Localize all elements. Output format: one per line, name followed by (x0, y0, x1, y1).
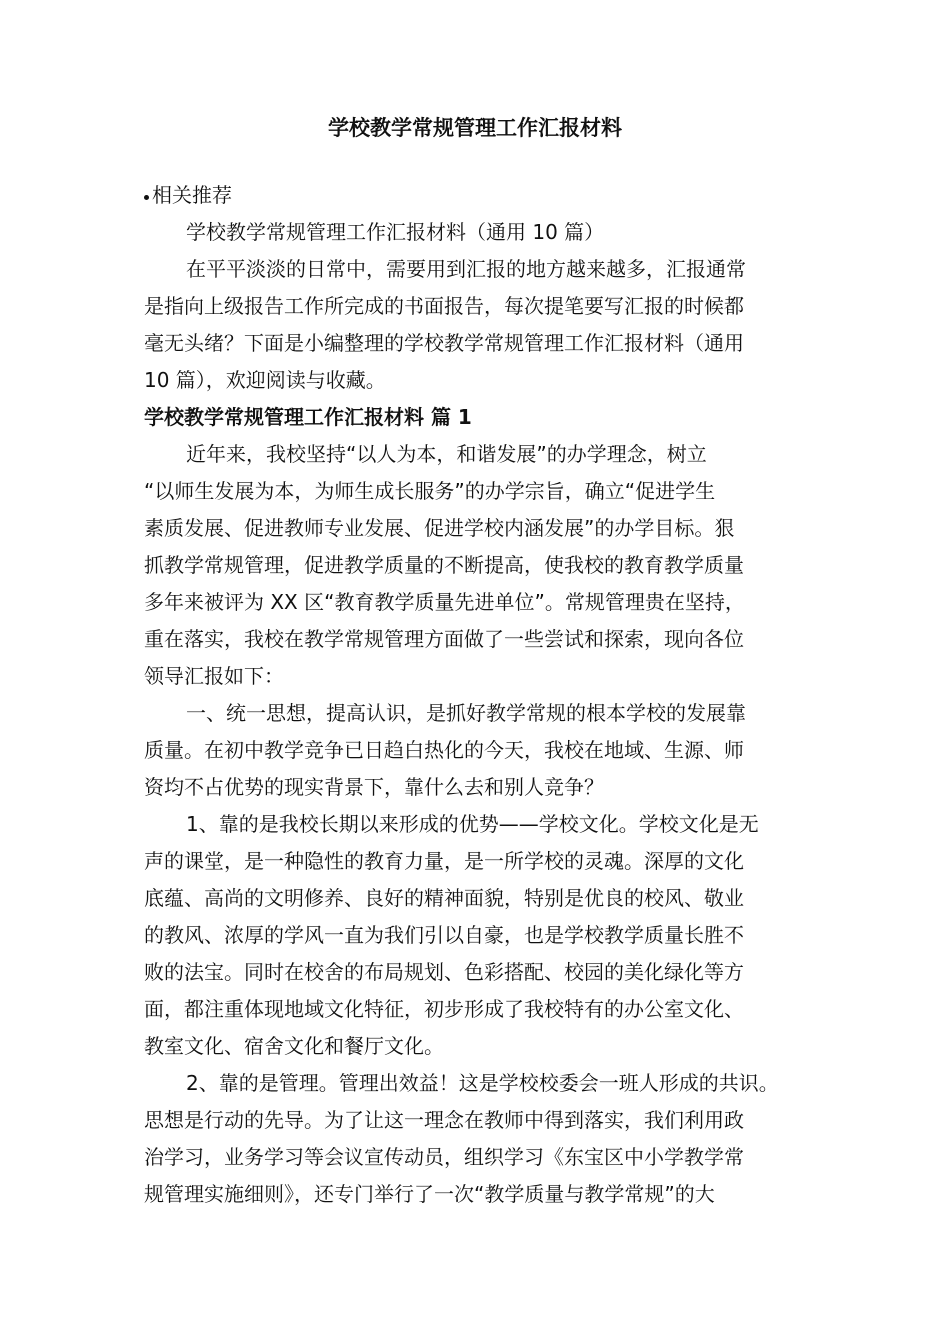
paragraph-line: 声的课堂，是一种隐性的教育力量，是一所学校的灵魂。深厚的文化 (144, 849, 744, 873)
paragraph-line: 资均不占优势的现实背景下，靠什么去和别人竞争？ (144, 775, 604, 799)
document-body (144, 177, 824, 1213)
paragraph-line: 抓教学常规管理，促进教学质量的不断提高，使我校的教育教学质量 (144, 553, 744, 577)
paragraph-line: 底蕴、高尚的文明修养、良好的精神面貌，特别是优良的校风、敬业 (144, 886, 744, 910)
paragraph-line: 思想是行动的先导。为了让这一理念在教师中得到落实，我们利用政 (144, 1108, 744, 1132)
related-line (144, 177, 824, 214)
related-label: 相关推荐 (152, 183, 232, 207)
paragraph-line: 2、靠的是管理。管理出效益！这是学校校委会一班人形成的共识。 (186, 1071, 779, 1095)
subtitle: 学校教学常规管理工作汇报材料（通用 10 篇） (186, 220, 605, 244)
paragraph-line: 领导汇报如下： (144, 664, 284, 688)
paragraph-line: 治学习，业务学习等会议宣传动员，组织学习《东宝区中小学教学常 (144, 1145, 744, 1169)
paragraph-line: 质量。在初中教学竞争已日趋白热化的今天，我校在地域、生源、师 (144, 738, 744, 762)
paragraph-line: 1、靠的是我校长期以来形成的优势——学校文化。学校文化是无 (186, 812, 759, 836)
intro-line: 毫无头绪？下面是小编整理的学校教学常规管理工作汇报材料（通用 (144, 331, 744, 355)
paragraph-line: 规管理实施细则》，还专门举行了一次“教学质量与教学常规”的大 (144, 1182, 715, 1206)
paragraph-line: 素质发展、促进教师专业发展、促进学校内涵发展”的办学目标。狠 (144, 516, 735, 540)
paragraph-line: 的教风、浓厚的学风一直为我们引以自豪，也是学校教学质量长胜不 (144, 923, 744, 947)
paragraph-line: 近年来，我校坚持“以人为本，和谐发展”的办学理念，树立 (186, 442, 707, 466)
paragraph-line: 一、统一思想，提高认识，是抓好教学常规的根本学校的发展靠 (186, 701, 746, 725)
paragraph-line: “以师生发展为本，为师生成长服务”的办学宗旨，确立“促进学生 (144, 479, 716, 503)
paragraph-line: 教室文化、宿舍文化和餐厅文化。 (144, 1034, 444, 1058)
paragraph-line: 多年来被评为 XX 区“教育教学质量先进单位”。常规管理贵在坚持， (144, 590, 745, 614)
intro-line: 在平平淡淡的日常中，需要用到汇报的地方越来越多，汇报通常 (186, 257, 746, 281)
paragraph-line: 重在落实，我校在教学常规管理方面做了一些尝试和探索，现向各位 (144, 627, 744, 651)
intro-line: 是指向上级报告工作所完成的书面报告，每次提笔要写汇报的时候都 (144, 294, 744, 318)
section-heading: 学校教学常规管理工作汇报材料 篇 1 (144, 405, 472, 429)
paragraph-line: 败的法宝。同时在校舍的布局规划、色彩搭配、校园的美化绿化等方 (144, 960, 744, 984)
paragraph-line: 面，都注重体现地域文化特征，初步形成了我校特有的办公室文化、 (144, 997, 744, 1021)
intro-line: 10 篇），欢迎阅读与收藏。 (144, 368, 386, 392)
document-title: 学校教学常规管理工作汇报材料 (328, 116, 622, 140)
bullet-icon (144, 195, 149, 200)
